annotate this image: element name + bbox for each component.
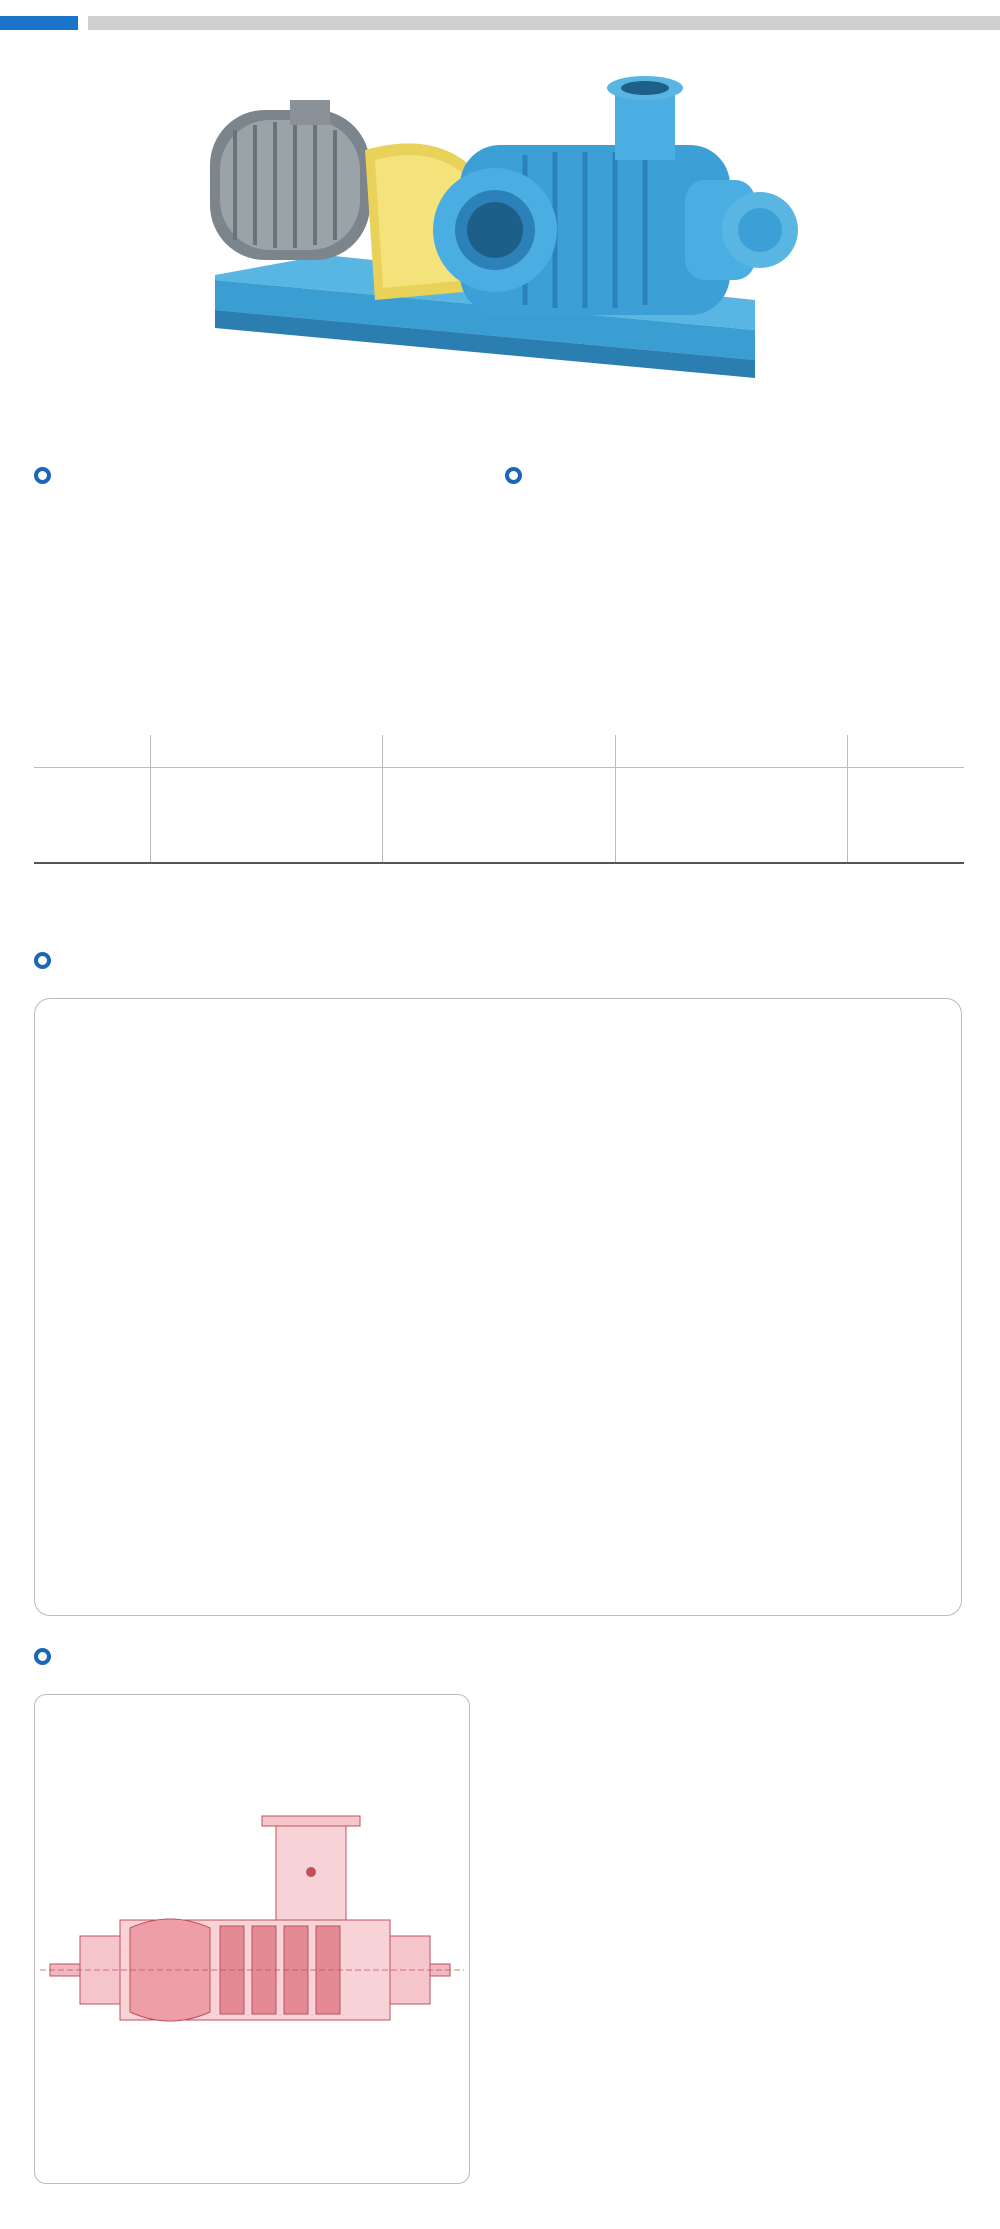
ring-bullet-icon [34, 467, 51, 484]
material-cell [34, 735, 150, 767]
material-cell [34, 767, 150, 863]
structure-diagram [40, 1760, 464, 2100]
material-row-option [34, 767, 964, 863]
material-cell [615, 767, 848, 863]
material-cell [848, 767, 964, 863]
selection-chart [34, 998, 962, 1616]
material-cell [848, 735, 964, 767]
material-cell [615, 735, 848, 767]
top-gray-bar [88, 16, 1000, 30]
material-row-standard [34, 735, 964, 767]
selection-heading [34, 952, 60, 969]
ring-bullet-icon [34, 952, 51, 969]
material-cell [383, 767, 616, 863]
material-table [34, 735, 964, 864]
ring-bullet-icon [34, 1648, 51, 1665]
ring-bullet-icon [505, 467, 522, 484]
top-accent-bar [0, 16, 78, 30]
pump-illustration [195, 60, 815, 460]
structure-heading [34, 1648, 60, 1665]
applications-heading [34, 467, 60, 484]
material-cell [150, 767, 383, 863]
material-cell [150, 735, 383, 767]
material-cell [383, 735, 616, 767]
spec-heading [505, 467, 531, 484]
